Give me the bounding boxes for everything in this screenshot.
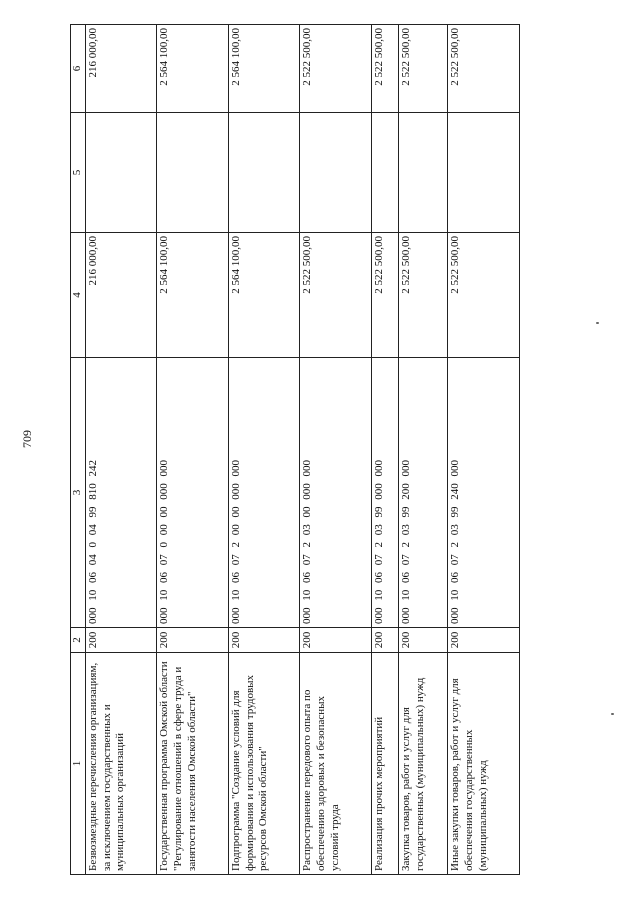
row-kbk: 000 10 06 07 2 03 99 240 000 — [448, 358, 520, 628]
row-name: Безвозмездные перечисления организациям, за исключением государственных и муниципальных организаций — [85, 653, 157, 875]
scan-speck — [611, 713, 614, 715]
budget-table-container — [70, 25, 520, 875]
table-row — [399, 25, 448, 875]
page-number: 709 — [20, 430, 34, 448]
row-col5 — [157, 113, 229, 233]
column-header: 5 — [71, 113, 86, 233]
table-row — [157, 25, 229, 875]
row-col4: 2 522 500,00 — [399, 233, 448, 358]
column-header: 3 — [71, 358, 86, 628]
row-code: 200 — [85, 628, 157, 653]
row-kbk: 000 10 06 07 2 03 00 000 000 — [300, 358, 372, 628]
row-name: Иные закупки товаров, работ и услуг для обеспечения государственных (муниципальных) нужд — [448, 653, 520, 875]
row-col5 — [228, 113, 300, 233]
row-code: 200 — [448, 628, 520, 653]
row-col6: 2 564 100,00 — [228, 25, 300, 113]
row-col4: 2 522 500,00 — [372, 233, 399, 358]
column-header: 6 — [71, 25, 86, 113]
row-name: Государственная программа Омской области "Регулирование отношений в сфере труда и занятости населения Омской области" — [157, 653, 229, 875]
table-header — [71, 25, 86, 875]
budget-table — [70, 24, 520, 875]
row-kbk: 000 10 06 07 2 03 99 000 000 — [372, 358, 399, 628]
row-code: 200 — [300, 628, 372, 653]
row-code: 200 — [157, 628, 229, 653]
table-row — [228, 25, 300, 875]
column-header: 4 — [71, 233, 86, 358]
row-kbk: 000 10 06 04 0 04 99 810 242 — [85, 358, 157, 628]
row-kbk: 000 10 06 07 0 00 00 000 000 — [157, 358, 229, 628]
row-col4: 2 522 500,00 — [300, 233, 372, 358]
row-name: Распространение передового опыта по обеспечению здоровых и безопасных условий труда — [300, 653, 372, 875]
column-header: 1 — [71, 653, 86, 875]
table-row — [85, 25, 157, 875]
row-col4: 2 522 500,00 — [448, 233, 520, 358]
row-col6: 216 000,00 — [85, 25, 157, 113]
column-header: 2 — [71, 628, 86, 653]
table-row — [448, 25, 520, 875]
row-name: Закупка товаров, работ и услуг для государственных (муниципальных) нужд — [399, 653, 448, 875]
row-kbk: 000 10 06 07 2 03 99 200 000 — [399, 358, 448, 628]
row-col6: 2 522 500,00 — [399, 25, 448, 113]
row-code: 200 — [228, 628, 300, 653]
scan-speck — [596, 322, 599, 324]
row-kbk: 000 10 06 07 2 00 00 000 000 — [228, 358, 300, 628]
table-body — [85, 25, 519, 875]
row-col6: 2 522 500,00 — [300, 25, 372, 113]
header-row — [71, 25, 86, 875]
row-col5 — [448, 113, 520, 233]
row-col5 — [372, 113, 399, 233]
table-row — [372, 25, 399, 875]
row-code: 200 — [372, 628, 399, 653]
row-col4: 2 564 100,00 — [228, 233, 300, 358]
table-row — [300, 25, 372, 875]
row-col5 — [300, 113, 372, 233]
row-col4: 2 564 100,00 — [157, 233, 229, 358]
row-col6: 2 522 500,00 — [372, 25, 399, 113]
row-name: Реализация прочих мероприятий — [372, 653, 399, 875]
row-col6: 2 564 100,00 — [157, 25, 229, 113]
row-col6: 2 522 500,00 — [448, 25, 520, 113]
row-code: 200 — [399, 628, 448, 653]
row-col4: 216 000,00 — [85, 233, 157, 358]
row-col5 — [399, 113, 448, 233]
row-name: Подпрограмма "Создание условий для формирования и использования трудовых ресурсов Омской области" — [228, 653, 300, 875]
row-col5 — [85, 113, 157, 233]
